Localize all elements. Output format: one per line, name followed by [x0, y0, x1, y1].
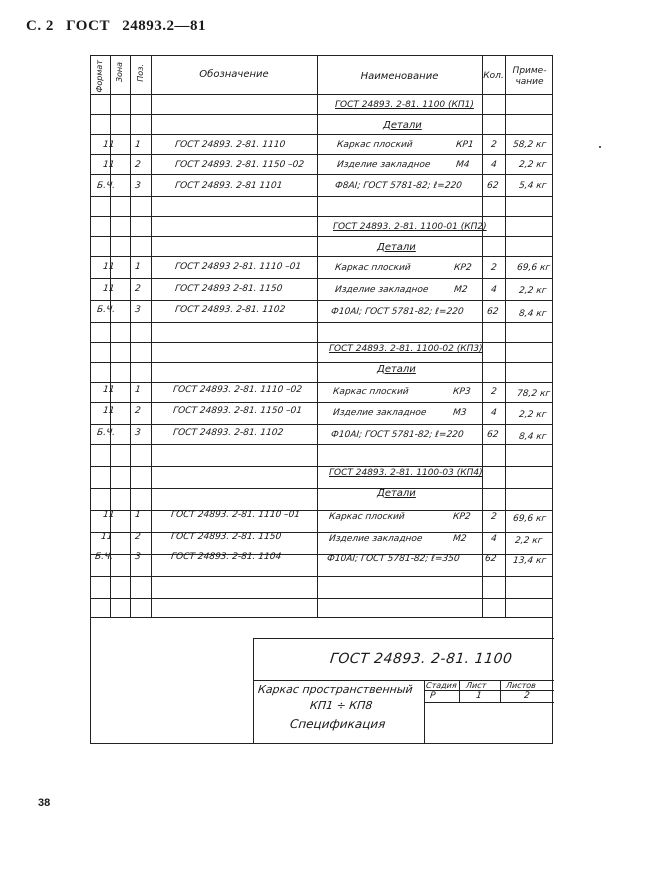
row-format: 11: [102, 262, 115, 272]
row-line: [91, 532, 552, 533]
row-line: [91, 382, 552, 383]
col-header-name: Наименование: [360, 71, 439, 82]
row-line: [91, 196, 552, 197]
row-qty: 2: [490, 263, 498, 273]
row-mark: М2: [452, 534, 468, 544]
row-note: 2,2 кг: [518, 410, 547, 420]
row-designation: ГОСТ 24893. 2-81. 1150: [170, 532, 282, 542]
row-mark: КР3: [452, 387, 472, 397]
row-line: [91, 466, 552, 467]
row-qty: 4: [490, 160, 498, 170]
row-designation: ГОСТ 24893. 2-81. 1150 –01: [172, 406, 303, 416]
row-line: [91, 300, 552, 301]
row-line: [91, 114, 552, 115]
row-pos: 2: [134, 284, 142, 294]
row-format: Б.Ч.: [94, 552, 114, 562]
row-designation: ГОСТ 24893 2-81. 1150: [174, 284, 283, 294]
title-block-grid: [253, 638, 554, 744]
section-assembly: ГОСТ 24893. 2-81. 1100-01 (КП2): [333, 222, 487, 232]
col-header-qty: Кол.: [483, 71, 504, 81]
row-line: [91, 362, 552, 363]
section-details-title: Детали: [377, 242, 416, 253]
header-divider: [91, 94, 552, 95]
page-header: [26, 18, 214, 35]
row-line: [91, 342, 552, 343]
row-mark: М2: [453, 285, 469, 295]
row-note: 69,6 кг: [512, 514, 547, 524]
row-line: [91, 322, 552, 323]
row-designation: ГОСТ 24893. 2-81. 1110 –02: [172, 385, 303, 395]
row-pos: 1: [134, 140, 142, 150]
row-designation: ГОСТ 24893. 2-81. 1102: [174, 305, 286, 315]
row-designation: ГОСТ 24893. 2-81. 1110 –01: [170, 510, 301, 520]
tb-line: [500, 680, 501, 702]
tb-doc-number: ГОСТ 24893. 2-81. 1100: [329, 651, 514, 667]
row-line: [91, 216, 552, 217]
row-qty: 62: [486, 181, 499, 191]
section-assembly: ГОСТ 24893. 2-81. 1100-03 (КП4): [329, 468, 483, 478]
row-line: [91, 488, 552, 489]
row-line: [91, 444, 552, 445]
row-name: Ф10АI; ГОСТ 5781-82; ℓ=220: [330, 307, 465, 317]
row-pos: 3: [134, 181, 142, 191]
col-header-note-line1: Приме-: [512, 66, 547, 76]
row-format: Б.Ч.: [96, 305, 116, 315]
row-designation: ГОСТ 24893. 2-81 1101: [174, 181, 283, 191]
section-details-title: Детали: [383, 120, 422, 131]
row-note: 69,6 кг: [516, 263, 551, 273]
row-pos: 1: [134, 510, 142, 520]
row-pos: 1: [134, 385, 142, 395]
row-pos: 3: [134, 428, 142, 438]
col-header-format: Формат: [95, 60, 104, 93]
row-qty: 4: [490, 285, 498, 295]
col-header-note-line2: чание: [515, 77, 544, 87]
row-designation: ГОСТ 24893 2-81. 1110 –01: [174, 262, 302, 272]
row-line: [91, 554, 552, 555]
row-line: [91, 402, 552, 403]
row-line: [91, 278, 552, 279]
row-qty: 4: [490, 408, 498, 418]
row-format: 11: [102, 160, 115, 170]
row-pos: 1: [134, 262, 142, 272]
row-note: 2,2 кг: [518, 160, 547, 170]
row-format: 11: [102, 510, 115, 520]
col-header-pos: Поз.: [136, 64, 145, 82]
row-designation: ГОСТ 24893. 2-81. 1104: [170, 552, 282, 562]
spec-table: [90, 55, 553, 618]
tb-sheet-value: 1: [475, 691, 483, 701]
row-name: Каркас плоский: [328, 512, 406, 522]
row-designation: ГОСТ 24893. 2-81. 1110: [174, 140, 286, 150]
row-designation: ГОСТ 24893. 2-81. 1102: [172, 428, 284, 438]
row-line: [91, 236, 552, 237]
row-format: Б.Ч.: [96, 181, 116, 191]
row-name: Изделие закладное: [336, 160, 431, 170]
row-qty: 4: [490, 534, 498, 544]
row-pos: 2: [134, 532, 142, 542]
col-header-note: [505, 66, 554, 88]
gost-label: ГОСТ: [66, 18, 110, 34]
row-note: 2,2 кг: [514, 536, 543, 546]
row-name: Каркас плоский: [336, 140, 414, 150]
row-format: 11: [102, 406, 115, 416]
row-name: Ф8АI; ГОСТ 5781-82; ℓ=220: [334, 181, 463, 191]
row-name: Изделие закладное: [332, 408, 427, 418]
row-line: [91, 154, 552, 155]
section-assembly: ГОСТ 24893. 2-81. 1100 (КП1): [335, 100, 474, 110]
row-pos: 3: [134, 305, 142, 315]
row-mark: М4: [455, 160, 471, 170]
tb-line: [459, 680, 460, 702]
row-mark: КР1: [455, 140, 475, 150]
gost-number: 24893.2—81: [122, 18, 206, 34]
row-qty: 2: [490, 387, 498, 397]
title-block: [90, 618, 553, 744]
col-header-designation: Обозначение: [199, 69, 269, 80]
row-qty: 62: [484, 554, 497, 564]
row-name: Изделие закладное: [334, 285, 429, 295]
row-line: [91, 510, 552, 511]
row-line: [91, 424, 552, 425]
row-line: [91, 598, 552, 599]
row-pos: 3: [134, 552, 142, 562]
row-qty: 2: [490, 140, 498, 150]
row-qty: 2: [490, 512, 498, 522]
row-name: Каркас плоский: [334, 263, 412, 273]
tb-sheets-label: Листов: [505, 681, 537, 690]
tb-title-line3: Спецификация: [289, 717, 387, 731]
row-name: Ф10АI; ГОСТ 5781-82; ℓ=220: [330, 430, 465, 440]
section-assembly: ГОСТ 24893. 2-81. 1100-02 (КП3): [329, 344, 483, 354]
row-line: [91, 174, 552, 175]
row-qty: 62: [486, 430, 499, 440]
row-note: 8,4 кг: [518, 309, 547, 319]
tb-sheets-value: 2: [523, 691, 531, 701]
row-pos: 2: [134, 406, 142, 416]
row-name: Изделие закладное: [328, 534, 423, 544]
row-mark: КР2: [453, 263, 473, 273]
row-line: [91, 134, 552, 135]
tb-title-line1: Каркас пространственный: [257, 683, 414, 696]
row-line: [91, 576, 552, 577]
tb-line: [424, 702, 554, 703]
page-number: 38: [38, 797, 51, 809]
row-format: 11: [102, 140, 115, 150]
tb-stage-label: Стадия: [425, 681, 458, 690]
page-ref: С. 2: [26, 18, 54, 34]
row-note: 5,4 кг: [518, 181, 547, 191]
row-note: 58,2 кг: [512, 140, 547, 150]
section-details-title: Детали: [377, 364, 416, 375]
row-note: 8,4 кг: [518, 432, 547, 442]
row-mark: М3: [452, 408, 468, 418]
row-note: 78,2 кг: [516, 389, 551, 399]
row-name: Каркас плоский: [332, 387, 410, 397]
tb-title-line2: КП1 ÷ КП8: [309, 699, 374, 712]
row-designation: ГОСТ 24893. 2-81. 1150 –02: [174, 160, 305, 170]
col-header-zone: Зона: [115, 62, 124, 83]
row-line: [91, 256, 552, 257]
section-details-title: Детали: [377, 488, 416, 499]
row-mark: КР2: [452, 512, 472, 522]
row-note: 13,4 кг: [512, 556, 547, 566]
row-pos: 2: [134, 160, 142, 170]
row-qty: 62: [486, 307, 499, 317]
tb-sheet-label: Лист: [465, 681, 487, 690]
row-format: 11: [102, 385, 115, 395]
row-name: Ф10АI; ГОСТ 5781-82; ℓ=350: [326, 554, 461, 564]
tb-stage-value: Р: [429, 691, 436, 701]
row-format: 11: [102, 284, 115, 294]
row-format: Б.Ч.: [96, 428, 116, 438]
tb-line: [424, 690, 554, 691]
row-format: 11: [100, 532, 113, 542]
row-note: 2,2 кг: [518, 286, 547, 296]
stray-mark: [599, 146, 601, 148]
